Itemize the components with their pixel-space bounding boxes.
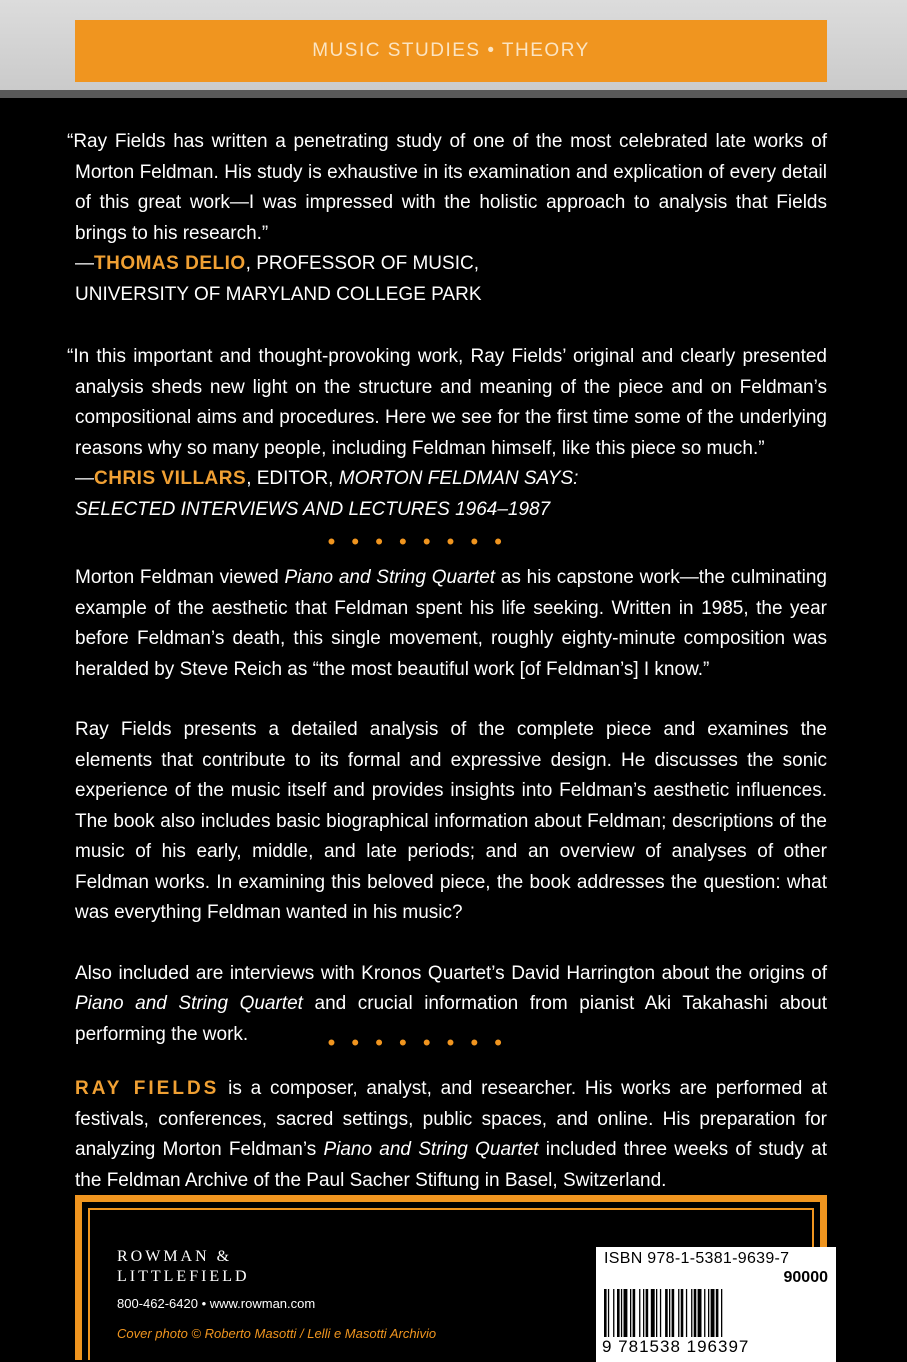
barcode-bar <box>711 1289 715 1337</box>
barcode-bar <box>621 1289 622 1337</box>
publisher-logo <box>117 1247 337 1287</box>
praise-attribution-1 <box>75 249 827 280</box>
isbn-barcode <box>596 1247 836 1362</box>
description-paragraph-2: Ray Fields presents a detailed analysis of the complete piece and examines the elements that contribute to its formal and expressive design. He discusses the sonic experience of the music itself and provides insights into Feldman’s aesthetic influences. The book also includes basic biographical information about Feldman; descriptions of the music of his early, middle, and late periods; and an overview of analyses of other Feldman works. In examining this beloved piece, the book addresses the question: what was everything Feldman wanted in his music? <box>75 719 827 923</box>
top-strip <box>0 0 907 98</box>
attribution-dash: — <box>75 468 94 489</box>
barcode-bar <box>646 1289 649 1337</box>
attribution-name: CHRIS VILLARS <box>94 468 247 489</box>
publisher-line-1: ROWMAN & <box>117 1248 233 1265</box>
barcode-bar <box>686 1289 687 1337</box>
description-text: and crucial information from pianist Aki Takahashi about performing the work. <box>75 993 827 1045</box>
attribution-dash: — <box>75 253 94 274</box>
attribution-book-title: MORTON FELDMAN SAYS: <box>338 468 579 489</box>
publisher-contact: 800-462-6420 • www.rowman.com <box>117 1296 316 1311</box>
barcode-bar <box>617 1289 620 1337</box>
barcode-bar <box>672 1289 675 1337</box>
barcode-bar <box>681 1289 684 1337</box>
description-text: as his capstone work—the culminating example of the aesthetic that Feldman spent his life seeking. Written in 1985, the year before Feldman’s death, this single movement, roughly eighty-minute composition was heralded by Steve Reich as “the most beautiful work [of Feldman’s] I know.” <box>75 567 827 680</box>
praise-attribution-2-line2: SELECTED INTERVIEWS AND LECTURES 1964–1987 <box>75 498 551 520</box>
separator-dots: • • • • • • • • <box>327 1030 507 1055</box>
barcode-bar <box>633 1289 636 1337</box>
author-bio <box>75 1074 827 1196</box>
barcode-bar <box>656 1289 657 1337</box>
work-title: Piano and String Quartet <box>75 993 303 1014</box>
barcode-bar <box>708 1289 709 1337</box>
isbn-number: ISBN 978-1-5381-9639-7 <box>604 1250 790 1267</box>
footer-frame <box>75 1195 827 1360</box>
description-text: Also included are interviews with Kronos Quartet’s David Harrington about the origins of <box>75 962 827 984</box>
barcode-bar <box>691 1289 692 1337</box>
praise-attribution-2 <box>75 464 827 495</box>
barcode-bar <box>669 1289 670 1337</box>
praise-quote-2: “In this important and thought-provoking work, Ray Fields’ original and clearly presented analysis sheds new light on the structure and meaning of the piece and on Feldman’s compositional aims and procedures. Here we see for the first time some of the underlying reasons why so many people, including Feldman himself, like this piece so much.” <box>67 346 827 459</box>
attribution-role: , EDITOR, <box>246 468 339 489</box>
barcode-bars <box>604 1289 828 1337</box>
back-cover-text <box>67 127 827 1196</box>
barcode-bar <box>624 1289 628 1337</box>
cover-photo-credit: Cover photo © Roberto Masotti / Lelli e Masotti Archivio <box>117 1326 437 1341</box>
barcode-bar <box>694 1289 697 1337</box>
barcode-bar <box>643 1289 644 1337</box>
barcode-bar <box>704 1289 705 1337</box>
barcode-bar <box>678 1289 679 1337</box>
separator-dots: • • • • • • • • <box>327 529 507 554</box>
ean-digits: 9 781538 196397 <box>602 1337 750 1356</box>
price-code: 90000 <box>783 1269 828 1286</box>
attribution-affiliation: , PROFESSOR OF MUSIC, <box>245 253 479 274</box>
category-banner <box>75 20 827 82</box>
barcode-bar <box>665 1289 668 1337</box>
barcode-bar <box>630 1289 631 1337</box>
barcode-bar <box>639 1289 640 1337</box>
category-label: MUSIC STUDIES • THEORY <box>312 40 590 61</box>
bio-text: is a composer, analyst, and researcher. His works are performed at festivals, conferences, sacred settings, public spaces, and online. His preparation for analyzing Morton Feldman’s <box>75 1078 827 1160</box>
top-strip-band <box>0 90 907 98</box>
barcode-bar <box>721 1289 722 1337</box>
work-title: Piano and String Quartet <box>323 1139 539 1160</box>
work-title: Piano and String Quartet <box>284 567 496 588</box>
attribution-name: THOMAS DELIO <box>94 253 246 274</box>
publisher-line-2: LITTLEFIELD <box>117 1268 250 1285</box>
bio-text: included three weeks of study at the Feldman Archive of the Paul Sacher Stiftung in Basel, Switzerland. <box>75 1139 827 1191</box>
barcode-bar <box>660 1289 661 1337</box>
description-text: Morton Feldman viewed <box>75 567 285 588</box>
barcode-bar <box>613 1289 614 1337</box>
barcode-bar <box>604 1289 607 1337</box>
description-paragraph-1 <box>75 563 827 685</box>
praise-attribution-1-line2: UNIVERSITY OF MARYLAND COLLEGE PARK <box>75 283 482 305</box>
barcode-bar <box>608 1289 609 1337</box>
author-name: RAY FIELDS <box>75 1078 220 1099</box>
barcode-bar <box>698 1289 702 1337</box>
barcode-bar <box>651 1289 655 1337</box>
barcode-bar <box>716 1289 719 1337</box>
praise-quote-1: “Ray Fields has written a penetrating study of one of the most celebrated late works of Morton Feldman. His study is exhaustive in its examination and explication of every detail of this great work—I was impressed with the holistic approach to analysis that Fields brings to his research.” <box>67 131 827 244</box>
